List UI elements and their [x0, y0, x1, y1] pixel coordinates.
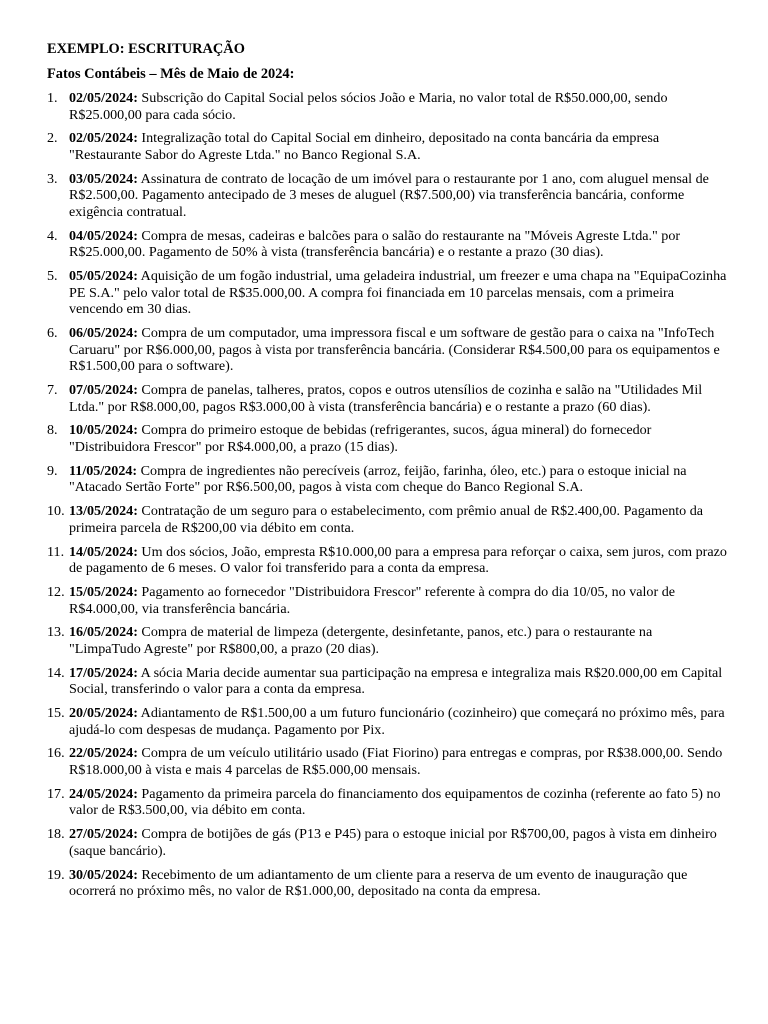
item-text: Compra de um computador, uma impressora fiscal e um software de gestão para o caixa na "InfoTech Caruaru" por R$6.000,00, pagos à vista por transferência bancária. (Considerar R$4.500,00 para os equipamentos e R$1.500,00 para o software). — [69, 325, 720, 375]
item-number: 14. — [47, 664, 65, 681]
item-number: 12. — [47, 583, 65, 600]
item-text: Contratação de um seguro para o estabelecimento, com prêmio anual de R$2.400,00. Pagamento da primeira parcela de R$200,00 via débito em conta. — [69, 503, 704, 536]
item-date: 14/05/2024: — [69, 543, 138, 560]
list-item — [47, 171, 727, 221]
item-date: 03/05/2024: — [69, 170, 138, 187]
item-number: 18. — [47, 826, 65, 843]
item-date: 11/05/2024: — [69, 462, 138, 479]
item-date: 24/05/2024: — [69, 785, 138, 802]
item-number: 5. — [47, 268, 58, 285]
item-number: 19. — [47, 866, 65, 883]
item-number: 9. — [47, 462, 58, 479]
item-text: Pagamento ao fornecedor "Distribuidora Frescor" referente à compra do dia 10/05, no valor de R$4.000,00, via transferência bancária. — [69, 583, 675, 617]
item-number: 1. — [47, 90, 58, 106]
item-date: 07/05/2024: — [69, 382, 138, 399]
list-item — [47, 325, 727, 375]
list-item — [47, 584, 727, 617]
item-text: Subscrição do Capital Social pelos sócios João e Maria, no valor total de R$50.000,00, sendo R$25.000,00 para cada sócio. — [69, 90, 668, 123]
item-date: 10/05/2024: — [69, 422, 138, 439]
item-text: Compra de um veículo utilitário usado (Fiat Fiorino) para entregas e compras, por R$38.000,00. Sendo R$18.000,00 à vista e mais 4 parcelas de R$5.000,00 mensais. — [69, 745, 723, 778]
list-item — [47, 867, 727, 900]
list-item — [47, 745, 727, 778]
item-date: 02/05/2024: — [69, 130, 138, 147]
facts-list — [47, 90, 727, 900]
item-text: A sócia Maria decide aumentar sua participação na empresa e integraliza mais R$20.000,00 em Capital Social, transferindo o valor para a conta da empresa. — [69, 664, 723, 698]
list-item — [47, 228, 727, 261]
item-text: Aquisição de um fogão industrial, uma geladeira industrial, um freezer e uma chapa na "EquipaCozinha PE S.A." pelo valor total de R$35.000,00. A compra foi financiada em 10 parcelas mensais, com a primeira vencendo em 30 dias. — [69, 268, 727, 318]
list-item — [47, 665, 727, 698]
page-subtitle: Fatos Contábeis – Mês de Maio de 2024: — [47, 66, 295, 82]
item-date: 27/05/2024: — [69, 826, 138, 843]
list-item — [47, 463, 727, 496]
item-number: 3. — [47, 170, 58, 187]
item-text: Compra de panelas, talheres, pratos, copos e outros utensílios de cozinha e salão na "Utilidades Mil Ltda." por R$8.000,00, pagos R$3.000,00 à vista (transferência bancária) e o restante a prazo (60 dias). — [69, 382, 703, 415]
list-item — [47, 422, 727, 455]
item-text: Compra de mesas, cadeiras e balcões para o salão do restaurante na "Móveis Agreste Ltda." por R$25.000,00. Pagamento de 50% à vista (transferência bancária) e o restante a prazo (30 dias). — [69, 227, 681, 261]
list-item — [47, 826, 727, 859]
item-text: Integralização total do Capital Social em dinheiro, depositado na conta bancária da empresa "Restaurante Sabor do Agreste Ltda." no Banco Regional S.A. — [69, 130, 660, 163]
item-date: 30/05/2024: — [69, 866, 138, 883]
item-number: 6. — [47, 325, 58, 342]
item-date: 15/05/2024: — [69, 583, 138, 600]
item-number: 17. — [47, 785, 65, 802]
list-item — [47, 624, 727, 657]
item-number: 8. — [47, 422, 58, 439]
list-item — [47, 786, 727, 819]
item-date: 13/05/2024: — [69, 503, 138, 520]
item-number: 16. — [47, 745, 65, 762]
item-number: 10. — [47, 503, 65, 520]
list-item — [47, 130, 727, 163]
item-number: 11. — [47, 543, 65, 560]
item-text: Compra de botijões de gás (P13 e P45) para o estoque inicial por R$700,00, pagos à vista em dinheiro (saque bancário). — [69, 826, 717, 859]
item-text: Recebimento de um adiantamento de um cliente para a reserva de um evento de inauguração que ocorrerá no próximo mês, no valor de R$1.000,00, depositado na conta da empresa. — [69, 866, 688, 900]
document-page — [47, 40, 727, 907]
item-date: 02/05/2024: — [69, 90, 138, 106]
item-text: Assinatura de contrato de locação de um imóvel para o restaurante por 1 ano, com aluguel mensal de R$2.500,00. Pagamento antecipado de 3 meses de aluguel (R$7.500,00) via transferência bancária, conforme exigência contratual. — [69, 170, 709, 220]
item-number: 4. — [47, 227, 58, 244]
list-item — [47, 268, 727, 318]
item-number: 7. — [47, 382, 58, 399]
item-number: 13. — [47, 624, 65, 641]
item-text: Compra de material de limpeza (detergente, desinfetante, panos, etc.) para o restaurante na "LimpaTudo Agreste" por R$800,00, a prazo (20 dias). — [69, 624, 653, 657]
list-item — [47, 544, 727, 577]
item-text: Um dos sócios, João, empresta R$10.000,00 para a empresa para reforçar o caixa, sem juros, com prazo de pagamento de 6 meses. O valor foi transferido para a conta da empresa. — [69, 543, 727, 577]
list-item — [47, 90, 727, 123]
item-text: Compra do primeiro estoque de bebidas (refrigerantes, sucos, água mineral) do fornecedor "Distribuidora Frescor" por R$4.000,00, a prazo (15 dias). — [69, 422, 652, 455]
page-title: EXEMPLO: ESCRITURAÇÃO — [47, 41, 245, 57]
item-date: 20/05/2024: — [69, 705, 138, 722]
list-item — [47, 382, 727, 415]
list-item — [47, 503, 727, 536]
item-date: 06/05/2024: — [69, 325, 138, 342]
item-number: 2. — [47, 130, 58, 147]
list-item — [47, 705, 727, 738]
item-number: 15. — [47, 705, 65, 722]
item-date: 22/05/2024: — [69, 745, 138, 762]
item-date: 17/05/2024: — [69, 664, 138, 681]
item-date: 16/05/2024: — [69, 624, 138, 641]
item-text: Compra de ingredientes não perecíveis (arroz, feijão, farinha, óleo, etc.) para o estoque inicial na "Atacado Sertão Forte" por R$6.500,00, pagos à vista com cheque do Banco Regional S.A. — [69, 462, 687, 496]
item-date: 04/05/2024: — [69, 227, 138, 244]
item-date: 05/05/2024: — [69, 268, 138, 285]
item-text: Pagamento da primeira parcela do financiamento dos equipamentos de cozinha (referente ao fato 5) no valor de R$3.500,00, via débito em conta. — [69, 785, 721, 819]
item-text: Adiantamento de R$1.500,00 a um futuro funcionário (cozinheiro) que começará no próximo mês, para ajudá-lo com despesas de mudança. Pagamento por Pix. — [69, 705, 725, 738]
